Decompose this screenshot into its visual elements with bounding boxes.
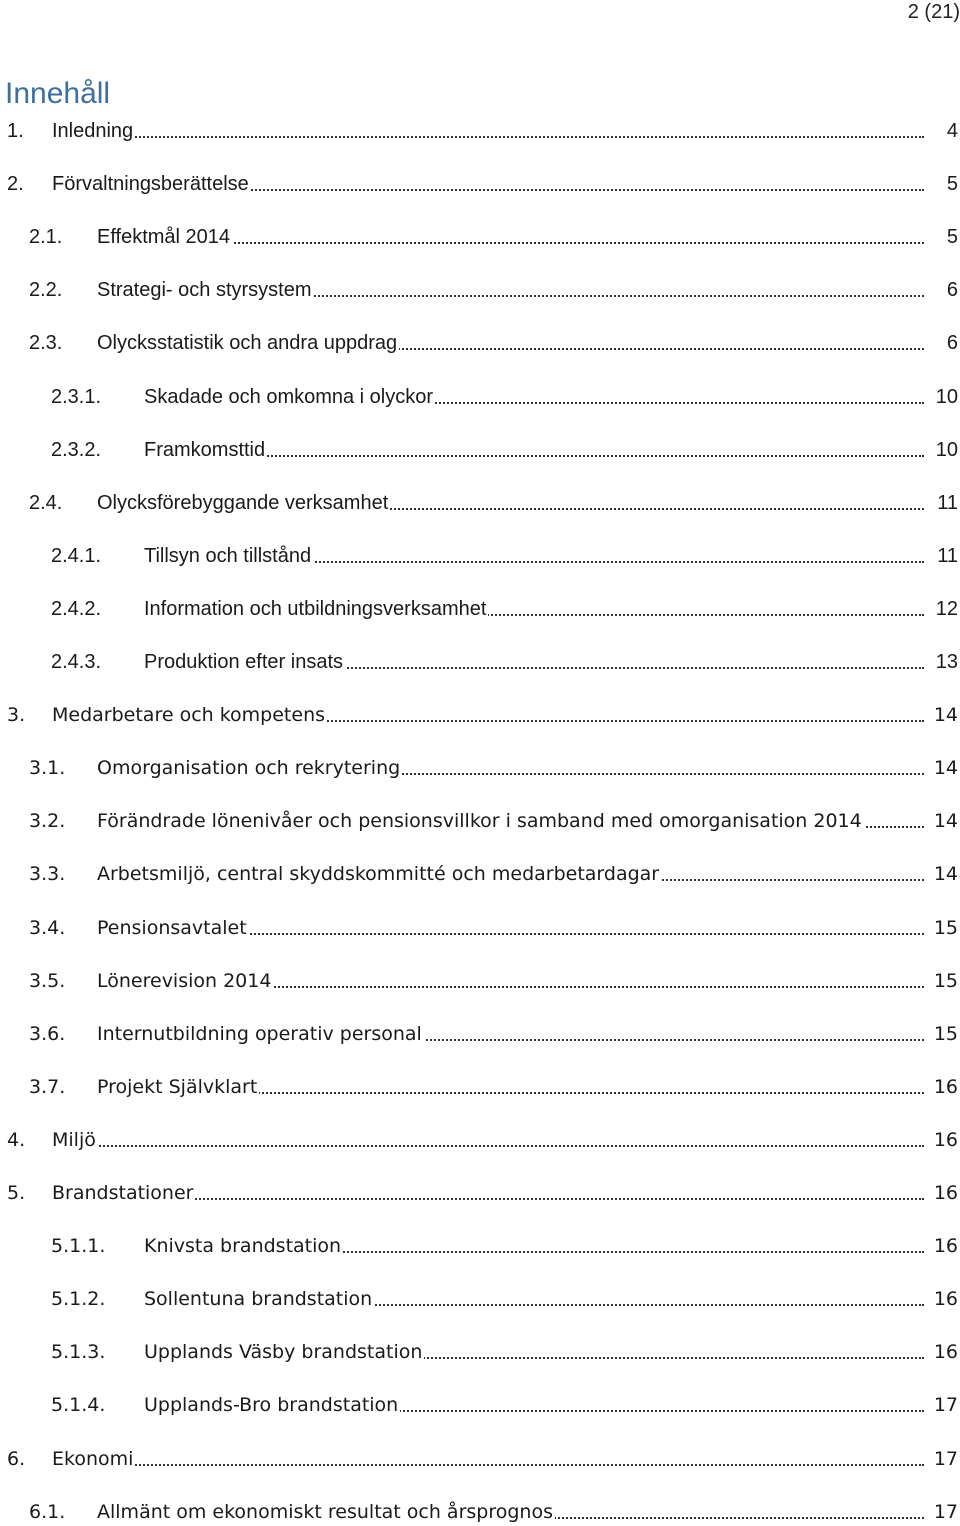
toc-entry-number: 3.7. (29, 1075, 66, 1098)
toc-entry-title: Lönerevision 2014 (97, 967, 273, 995)
toc-entry-title: Produktion efter insats (144, 648, 345, 676)
toc-entry-title: Miljö (52, 1126, 98, 1154)
toc-entry-number: 3.6. (29, 1022, 66, 1045)
toc-entry[interactable] (0, 329, 960, 357)
toc-entry-title: Pensionsavtalet (97, 914, 249, 942)
toc-entry[interactable] (0, 967, 960, 995)
toc-entry[interactable] (0, 807, 960, 835)
toc-entry-page: 16 (930, 1285, 958, 1313)
toc-entry-page: 14 (930, 807, 958, 835)
toc-entry-page: 10 (932, 436, 958, 464)
toc-entry-title: Knivsta brandstation (144, 1232, 343, 1260)
toc-entry[interactable] (0, 170, 960, 198)
toc-entry-title: Internutbildning operativ personal (97, 1020, 424, 1048)
toc-entry[interactable] (0, 701, 960, 729)
toc-entry-number: 1. (7, 120, 24, 142)
toc-entry-page: 17 (930, 1445, 958, 1473)
toc-entry[interactable] (0, 276, 960, 304)
toc-entry-page: 5 (943, 170, 958, 198)
toc-entry-title: Förvaltningsberättelse (52, 170, 251, 198)
toc-entry[interactable] (0, 914, 960, 942)
toc-entry-title: Olycksstatistik och andra uppdrag (97, 329, 399, 357)
toc-entry-page: 14 (930, 860, 958, 888)
toc-dot-leader (52, 1464, 924, 1466)
toc-entry-page: 16 (930, 1126, 958, 1154)
toc-entry-page: 15 (930, 967, 958, 995)
toc-entry-number: 2.4.2. (51, 597, 102, 620)
toc-entry-page: 16 (930, 1338, 958, 1366)
toc-entry-number: 2.3.2. (51, 438, 102, 461)
toc-entry-page: 5 (943, 223, 958, 251)
toc-dot-leader (52, 136, 924, 138)
toc-entry[interactable] (0, 1285, 960, 1313)
toc-entry-title: Omorganisation och rekrytering (97, 754, 402, 782)
toc-entry-title: Projekt Självklart (97, 1073, 259, 1101)
toc-entry-number: 2. (7, 173, 24, 196)
toc-entry-number: 6.1. (29, 1500, 66, 1523)
toc-entry[interactable] (0, 1232, 960, 1260)
toc-entry-title: Strategi- och styrsystem (97, 276, 314, 304)
toc-entry-page: 4 (943, 117, 958, 145)
toc-entry[interactable] (0, 489, 960, 517)
toc-entry-title: Förändrade lönenivåer och pensionsvillkor i samband med omorganisation 2014 (97, 807, 864, 835)
toc-entry-number: 5.1.3. (51, 1341, 106, 1364)
toc-entry[interactable] (0, 117, 960, 145)
toc-entry-page: 12 (932, 595, 958, 623)
toc-entry-title: Information och utbildningsverksamhet (144, 595, 488, 623)
toc-entry-page: 11 (933, 542, 958, 570)
toc-entry[interactable] (0, 1391, 960, 1419)
toc-entry[interactable] (0, 648, 960, 676)
toc-entry-page: 16 (930, 1073, 958, 1101)
toc-entry-number: 3.2. (29, 810, 66, 833)
toc-entry[interactable] (0, 223, 960, 251)
toc-entry-number: 3.1. (29, 757, 66, 780)
toc-entry-number: 5.1.2. (51, 1288, 106, 1311)
toc-entry-number: 2.2. (29, 279, 63, 302)
toc-entry[interactable] (0, 595, 960, 623)
toc-dot-leader (52, 1145, 924, 1147)
toc-entry-title: Allmänt om ekonomiskt resultat och årsprognos (97, 1498, 555, 1526)
toc-entry-title: Ekonomi (52, 1445, 135, 1473)
toc-entry-page: 6 (943, 329, 958, 357)
toc-entry-number: 2.1. (29, 226, 63, 249)
toc-entry-title: Brandstationer (52, 1179, 195, 1207)
toc-entry-number: 3. (7, 704, 26, 727)
toc-entry-page: 15 (930, 914, 958, 942)
toc-entry-page: 16 (930, 1232, 958, 1260)
toc-entry[interactable] (0, 860, 960, 888)
toc-entry-title: Tillsyn och tillstånd (144, 542, 313, 570)
toc-entry-number: 4. (7, 1128, 26, 1151)
toc-entry-title: Upplands-Bro brandstation (144, 1391, 400, 1419)
toc-entry-title: Inledning (52, 117, 135, 145)
toc-entry[interactable] (0, 1179, 960, 1207)
toc-entry[interactable] (0, 383, 960, 411)
toc-entry[interactable] (0, 542, 960, 570)
toc-entry-number: 5.1.1. (51, 1235, 106, 1258)
toc-entry-title: Arbetsmiljö, central skyddskommitté och medarbetardagar (97, 860, 661, 888)
toc-entry-page: 15 (930, 1020, 958, 1048)
toc-entry-title: Medarbetare och kompetens (52, 701, 327, 729)
toc-entry-page: 6 (943, 276, 958, 304)
toc-entry-number: 2.4. (29, 491, 63, 514)
toc-entry[interactable] (0, 1073, 960, 1101)
toc-entry-page: 17 (930, 1391, 958, 1419)
toc-entry-page: 10 (932, 383, 958, 411)
toc-entry-title: Skadade och omkomna i olyckor (144, 383, 435, 411)
toc-entry-number: 3.4. (29, 916, 66, 939)
toc-entry-page: 16 (930, 1179, 958, 1207)
toc-entry[interactable] (0, 436, 960, 464)
toc-entry-title: Upplands Väsby brandstation (144, 1338, 424, 1366)
toc-entry-title: Effektmål 2014 (97, 223, 232, 251)
toc-entry-number: 6. (7, 1447, 26, 1470)
toc-entry-page: 14 (930, 701, 958, 729)
toc-entry[interactable] (0, 1338, 960, 1366)
toc-entry-number: 2.4.1. (51, 544, 102, 567)
toc-entry[interactable] (0, 754, 960, 782)
toc-entry-title: Olycksförebyggande verksamhet (97, 489, 390, 517)
toc-entry-number: 3.3. (29, 863, 66, 886)
toc-entry-title: Framkomsttid (144, 436, 267, 464)
page-number: 2 (21) (907, 1, 960, 23)
toc-heading: Innehåll (5, 77, 111, 110)
toc-entry-number: 2.3.1. (51, 385, 102, 408)
toc-entry-number: 5.1.4. (51, 1394, 106, 1417)
toc-entry-page: 14 (930, 754, 958, 782)
toc-entry-number: 3.5. (29, 969, 66, 992)
toc-entry-number: 2.3. (29, 332, 63, 355)
toc-entry-title: Sollentuna brandstation (144, 1285, 374, 1313)
toc-entry[interactable] (0, 1498, 960, 1526)
toc-entry[interactable] (0, 1020, 960, 1048)
toc-entry-number: 2.4.3. (51, 651, 102, 673)
toc-entry-page: 13 (932, 648, 958, 676)
toc-entry-number: 5. (7, 1182, 26, 1204)
toc-entry[interactable] (0, 1445, 960, 1473)
toc-entry-page: 11 (933, 489, 958, 517)
toc-entry[interactable] (0, 1126, 960, 1154)
toc-entry-page: 17 (930, 1498, 958, 1526)
